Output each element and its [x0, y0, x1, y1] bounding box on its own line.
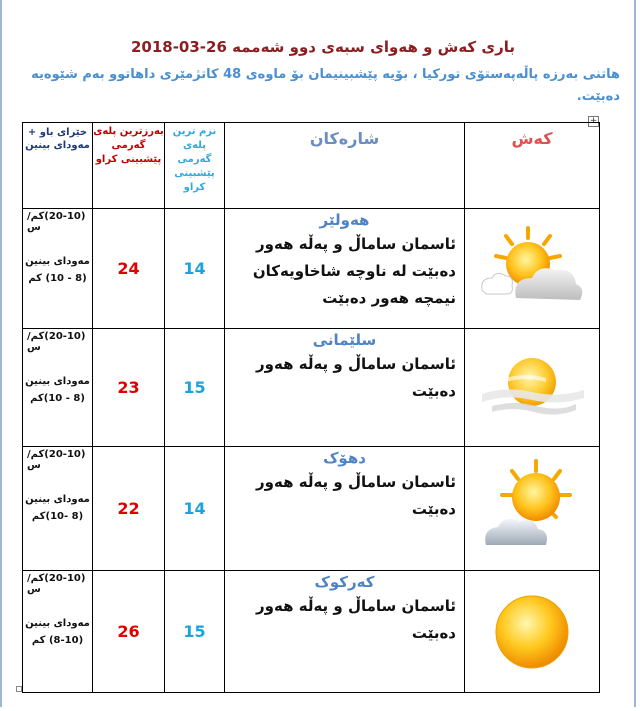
- max-temp: 22: [93, 447, 165, 571]
- table-row: [23, 447, 600, 571]
- visibility-label: مەودای بینین: [25, 618, 90, 629]
- weather-description: ئاسمان ساماڵ و پەڵە هەور دەبێت: [256, 597, 456, 642]
- title-date: 2018-03-26: [130, 38, 227, 56]
- city-cell: [225, 447, 465, 571]
- visibility-label: مەودای بینین: [25, 256, 90, 267]
- city-name: هەولێر: [319, 211, 370, 229]
- table-row: [23, 329, 600, 447]
- weather-icon-cell: [465, 209, 600, 329]
- header-wind: خێرای باو + مەودای بینین: [23, 123, 93, 209]
- wind-speed: (20-10)کم/س: [27, 331, 86, 353]
- title-text: باری کەش و هەوای سبەی دوو شەممە: [232, 38, 516, 56]
- max-temp: 26: [93, 571, 165, 693]
- city-name: کەرکوک: [314, 573, 375, 591]
- sun-with-cloud-icon: [476, 459, 588, 559]
- wind-cell: [23, 209, 93, 329]
- city-name: دهۆک: [323, 449, 366, 467]
- header-cities: شارەکان: [225, 123, 465, 209]
- weather-icon-cell: [465, 571, 600, 693]
- min-temp: 15: [165, 329, 225, 447]
- table-row: [23, 209, 600, 329]
- visibility-label: مەودای بینین: [25, 494, 90, 505]
- sun-with-haze-icon: [476, 348, 588, 428]
- wind-cell: [23, 571, 93, 693]
- weather-description: ئاسمان ساماڵ و پەڵە هەور دەبێت: [256, 355, 456, 400]
- paragraph-marker: [16, 686, 22, 692]
- visibility-label: مەودای بینین: [25, 376, 90, 387]
- forecast-table: [22, 122, 600, 693]
- min-temp: 14: [165, 209, 225, 329]
- visibility-range: (8 - 10) کم: [28, 273, 87, 284]
- page-title: [0, 38, 640, 56]
- visibility-range: (8-10) کم: [31, 635, 84, 646]
- header-max-temp: بەرزترین پلەی گەرمی پێشبینی کراو: [93, 123, 165, 209]
- table-move-handle[interactable]: +: [589, 116, 598, 126]
- weather-description: ئاسمان ساماڵ و پەڵە هەور دەبێت: [256, 473, 456, 518]
- wind-speed: (20-10)کم/س: [27, 211, 86, 233]
- sun-icon: [476, 582, 588, 682]
- wind-speed: (20-10)کم/س: [27, 573, 86, 595]
- wind-speed: (20-10)کم/س: [27, 449, 86, 471]
- weather-icon-cell: [465, 447, 600, 571]
- sun-behind-clouds-icon: [476, 224, 588, 314]
- intro-text: هاتنی بەرزە پاڵەپەستۆی تورکیا ، بۆیە پێشبینیمان بۆ ماوەی 48 کاتژمێری داهاتوو بەم شێوەیە دەبێت.: [31, 67, 620, 104]
- max-temp: 24: [93, 209, 165, 329]
- visibility-range: (8 -10)کم: [31, 511, 84, 522]
- wind-cell: [23, 329, 93, 447]
- weather-description: ئاسمان ساماڵ و پەڵە هەور دەبێت لە ناوچە شاخاویەکان نیمچە هەور دەبێت: [252, 235, 456, 307]
- city-name: سلێمانی: [312, 331, 377, 349]
- table-row: [23, 571, 600, 693]
- max-temp: 23: [93, 329, 165, 447]
- header-weather: کەش: [465, 123, 600, 209]
- min-temp: 14: [165, 447, 225, 571]
- table-header-row: [23, 123, 600, 209]
- city-cell: [225, 329, 465, 447]
- weather-icon-cell: [465, 329, 600, 447]
- wind-cell: [23, 447, 93, 571]
- visibility-range: (8 - 10)کم: [30, 393, 85, 404]
- city-cell: [225, 209, 465, 329]
- city-cell: [225, 571, 465, 693]
- min-temp: 15: [165, 571, 225, 693]
- header-min-temp: نزم ترین پلەی گەرمی پێشبینی کراو: [165, 123, 225, 209]
